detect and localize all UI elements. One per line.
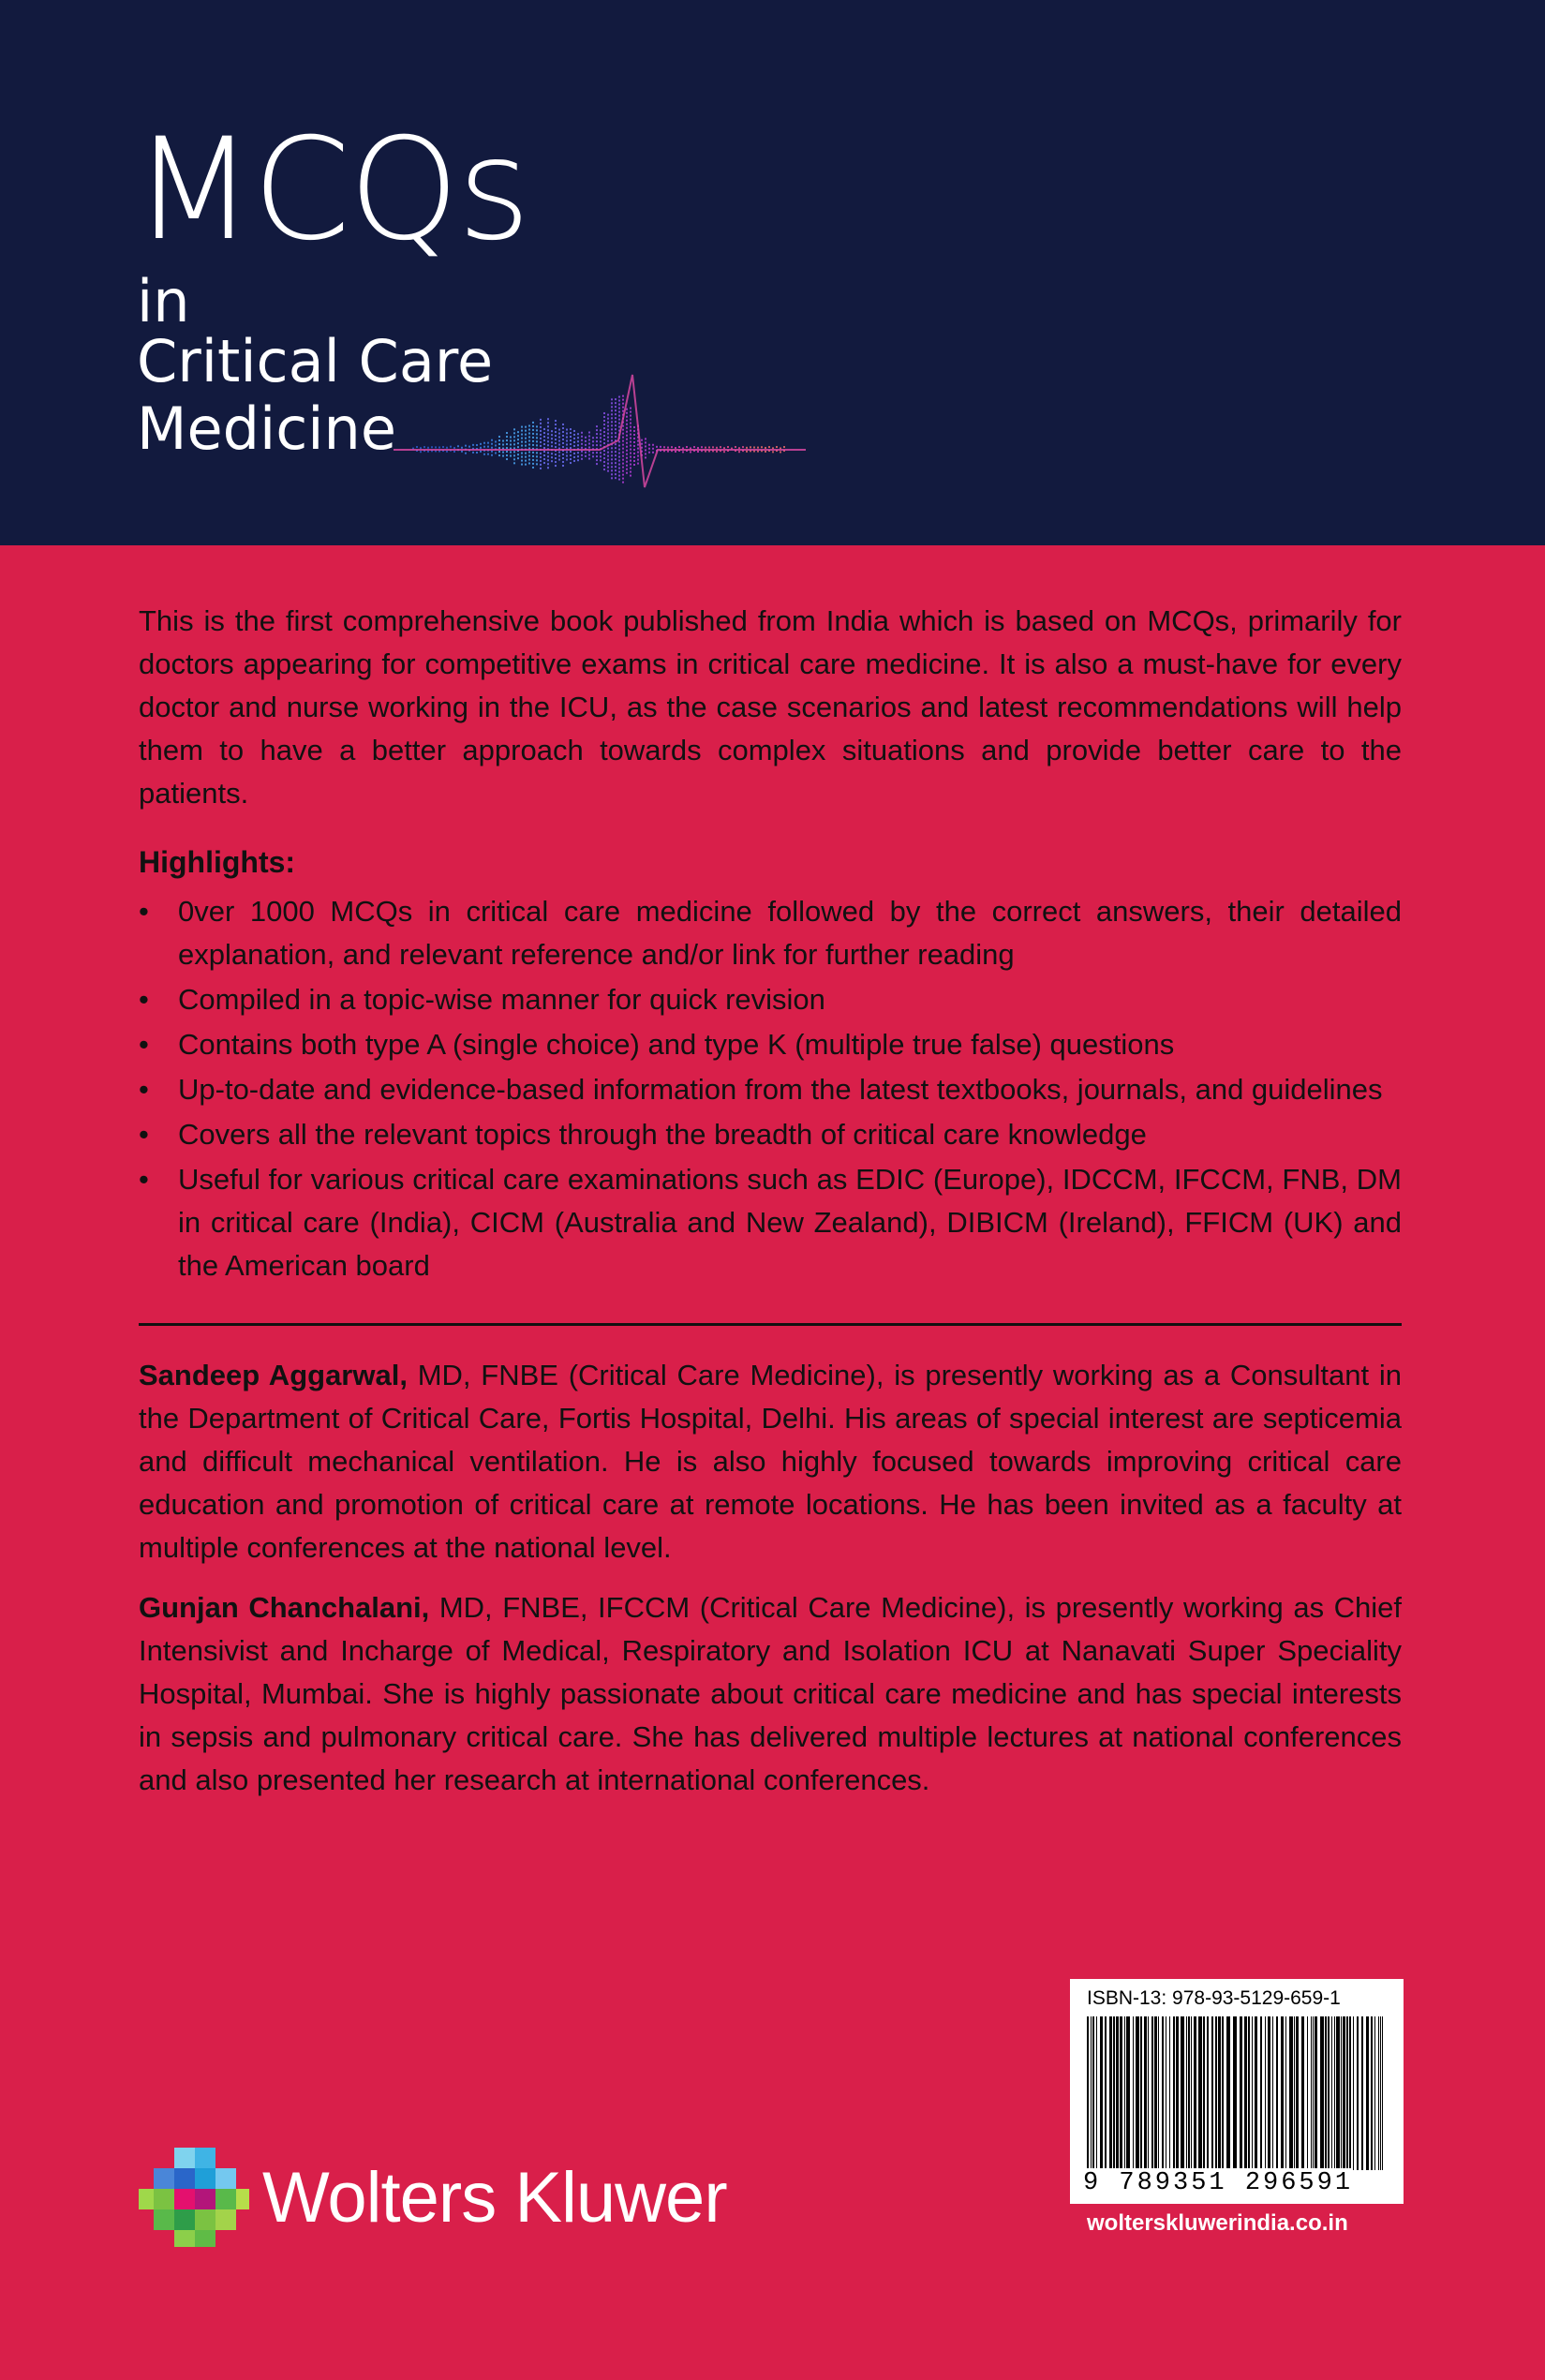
- highlight-item: • Covers all the relevant topics through the breadth of critical care knowledge: [139, 1113, 1402, 1156]
- highlights-heading: Highlights:: [139, 845, 296, 879]
- author-bio-1: Sandeep Aggarwal, MD, FNBE (Critical Care Medicine), is presently working as a Consultant in the Department of Critical Care, Fortis Hospital, Delhi. His areas of special interest are septicemia and difficult mechanical ventilation. He is also highly focused towards improving critical care education and promotion of critical care at remote locations. He has been invited as a faculty at multiple conferences at the national level.: [139, 1359, 1402, 1564]
- publisher-website: wolterskluwerindia.co.in: [1087, 2210, 1348, 2236]
- intro-paragraph: This is the first comprehensive book published from India which is based on MCQs, primarily for doctors appearing for competitive exams in critical care medicine. It is also a must-have for every doctor and nurse working in the ICU, as the case scenarios and latest recommendations will help them to have a better approach towards complex situations and provide better care to the patients.: [139, 604, 1402, 810]
- author-name: Sandeep Aggarwal,: [139, 1359, 408, 1391]
- author-bio-2: Gunjan Chanchalani, MD, FNBE, IFCCM (Critical Care Medicine), is presently working as Chief Intensivist and Incharge of Medical, Respiratory and Isolation ICU at Nanavati Super Speciality Hospital, Mumbai. She is highly passionate about critical care medicine and has special interests in sepsis and pulmonary critical care. She has delivered multiple lectures at national conferences and also presented her research at international conferences.: [139, 1591, 1402, 1796]
- highlight-item: • Up-to-date and evidence-based information from the latest textbooks, journals, and guidelines: [139, 1068, 1402, 1111]
- highlight-item: • Useful for various critical care examinations such as EDIC (Europe), IDCCM, IFCCM, FNB, DM in critical care (India), CICM (Australia and New Zealand), DIBICM (Ireland), FFICM (UK) and the American board: [139, 1158, 1402, 1287]
- book-subtitle-line2: Medicine: [137, 394, 396, 463]
- bullet-icon: •: [139, 983, 149, 1016]
- barcode-digits: 9 789351 296591: [1083, 2169, 1354, 2197]
- highlight-item: • Compiled in a topic-wise manner for quick revision: [139, 978, 1402, 1021]
- bullet-icon: •: [139, 1028, 149, 1061]
- bullet-icon: •: [139, 1073, 149, 1106]
- isbn-number: ISBN-13: 978-93-5129-659-1: [1087, 1987, 1341, 2009]
- bullet-icon: •: [139, 895, 149, 928]
- cover-header: [0, 0, 1545, 545]
- highlight-item: • 0ver 1000 MCQs in critical care medicine followed by the correct answers, their detailed explanation, and relevant reference and/or link for further reading: [139, 890, 1402, 976]
- author-name: Gunjan Chanchalani,: [139, 1591, 430, 1624]
- heartbeat-wave-graphic: [394, 337, 806, 525]
- isbn-barcode: [1070, 1979, 1404, 2204]
- book-subtitle-line1: Critical Care: [137, 327, 494, 395]
- book-title: MCQs: [133, 109, 529, 272]
- bullet-icon: •: [139, 1118, 149, 1151]
- publisher-name: Wolters Kluwer: [262, 2158, 727, 2238]
- back-cover-content: [139, 600, 1402, 1819]
- book-title-connector: in: [137, 267, 190, 335]
- bullet-icon: •: [139, 1163, 149, 1196]
- publisher-logo: [139, 2146, 727, 2249]
- wolters-kluwer-logo-icon: [139, 2146, 251, 2249]
- barcode-icon: [1087, 2016, 1387, 2170]
- section-divider: [139, 1323, 1402, 1326]
- highlight-item: • Contains both type A (single choice) and type K (multiple true false) questions: [139, 1023, 1402, 1066]
- highlights-list: [139, 890, 1402, 1287]
